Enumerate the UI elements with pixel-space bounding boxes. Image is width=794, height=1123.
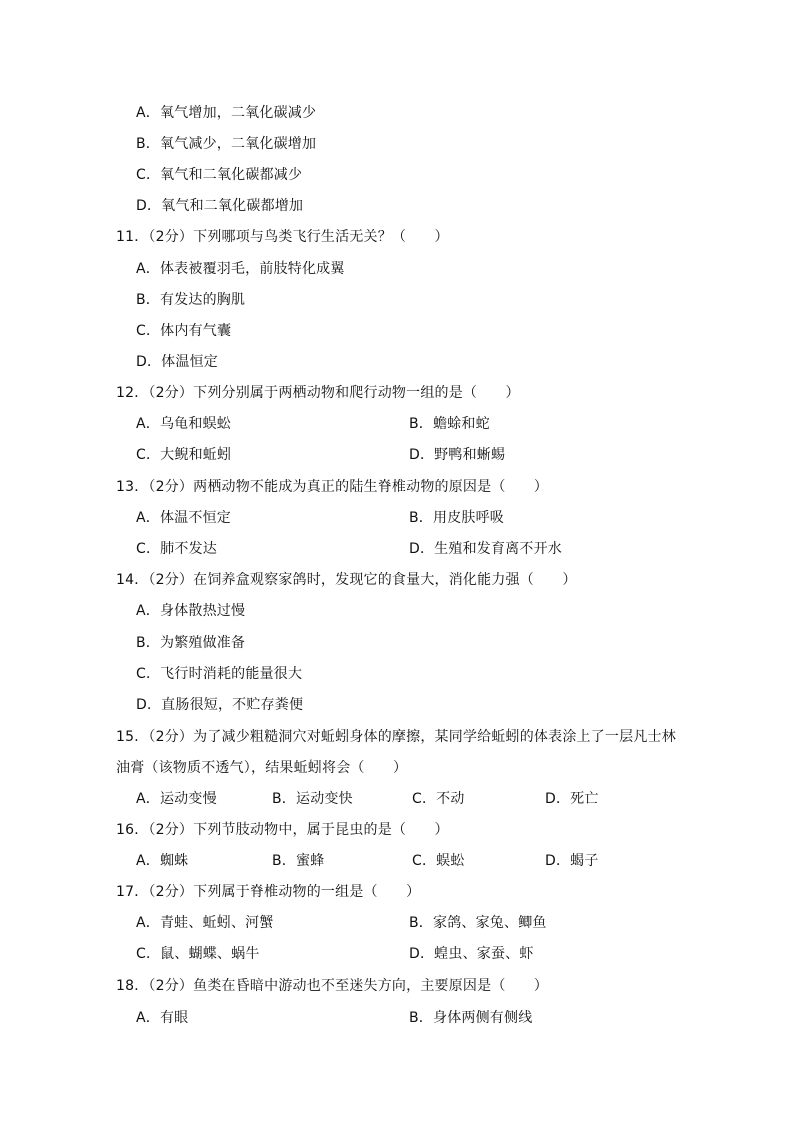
q17-option-d: D．蝗虫、家蚕、虾: [409, 946, 534, 962]
q12-option-d: D．野鸭和蜥蜴: [409, 447, 506, 463]
q14-option-a: A．身体散热过慢: [136, 603, 246, 619]
q17-option-c: C．鼠、蝴蝶、蜗牛: [136, 946, 260, 962]
q15-option-d: D．死亡: [545, 791, 599, 807]
q18-option-a: A．有眼: [136, 1010, 189, 1026]
q12-stem: 12．（2分）下列分别属于两栖动物和爬行动物一组的是（ ）: [116, 385, 520, 401]
q18-stem: 18．（2分）鱼类在昏暗中游动也不至迷失方向，主要原因是（ ）: [116, 978, 549, 994]
q15-stem-line2: 油膏（该物质不透气），结果蚯蚓将会（ ）: [116, 760, 408, 776]
q16-option-a: A．蜘蛛: [136, 853, 189, 869]
q16-option-b: B．蜜蜂: [272, 853, 325, 869]
q13-option-b: B．用皮肤呼吸: [409, 510, 505, 526]
q16-option-c: C．蜈蚣: [412, 853, 465, 869]
q13-option-c: C．肺不发达: [136, 541, 217, 557]
q13-stem: 13．（2分）两栖动物不能成为真正的陆生脊椎动物的原因是（ ）: [116, 479, 549, 495]
q13-option-a: A．体温不恒定: [136, 510, 231, 526]
q18-option-b: B．身体两侧有侧线: [409, 1010, 533, 1026]
q11-option-c: C．体内有气囊: [136, 323, 232, 339]
q15-option-c: C．不动: [412, 791, 465, 807]
q14-stem: 14．（2分）在饲养盒观察家鸽时，发现它的食量大，消化能力强（ ）: [116, 572, 577, 588]
q15-stem-line1: 15．（2分）为了减少粗糙洞穴对蚯蚓身体的摩擦，某同学给蚯蚓的体表涂上了一层凡士林: [116, 729, 676, 745]
q17-option-b: B．家鸽、家兔、鲫鱼: [409, 915, 547, 931]
q12-option-c: C．大鲵和蚯蚓: [136, 447, 232, 463]
q11-option-d: D．体温恒定: [136, 354, 218, 370]
q12-option-b: B．蟾蜍和蛇: [409, 416, 490, 432]
q11-option-a: A．体表被覆羽毛，前肢特化成翼: [136, 261, 345, 277]
q11-stem: 11．（2分）下列哪项与鸟类飞行生活无关？（ ）: [116, 229, 449, 245]
q14-option-d: D．直肠很短，不贮存粪便: [136, 697, 304, 713]
q12-option-a: A．乌龟和蜈蚣: [136, 416, 231, 432]
q17-option-a: A．青蛙、蚯蚓、河蟹: [136, 915, 274, 931]
q14-option-b: B．为繁殖做准备: [136, 635, 246, 651]
q10-option-a: A．氧气增加，二氧化碳减少: [136, 105, 317, 121]
q10-option-d: D．氧气和二氧化碳都增加: [136, 198, 304, 214]
q15-option-b: B．运动变快: [272, 791, 353, 807]
q16-option-d: D．蝎子: [545, 853, 599, 869]
q10-option-b: B．氧气减少，二氧化碳增加: [136, 136, 317, 152]
q11-option-b: B．有发达的胸肌: [136, 292, 246, 308]
q17-stem: 17．（2分）下列属于脊椎动物的一组是（ ）: [116, 884, 421, 900]
q16-stem: 16．（2分）下列节肢动物中，属于昆虫的是（ ）: [116, 822, 449, 838]
q14-option-c: C．飞行时消耗的能量很大: [136, 666, 303, 682]
q10-option-c: C．氧气和二氧化碳都减少: [136, 167, 303, 183]
q15-option-a: A．运动变慢: [136, 791, 217, 807]
q13-option-d: D．生殖和发育离不开水: [409, 541, 562, 557]
